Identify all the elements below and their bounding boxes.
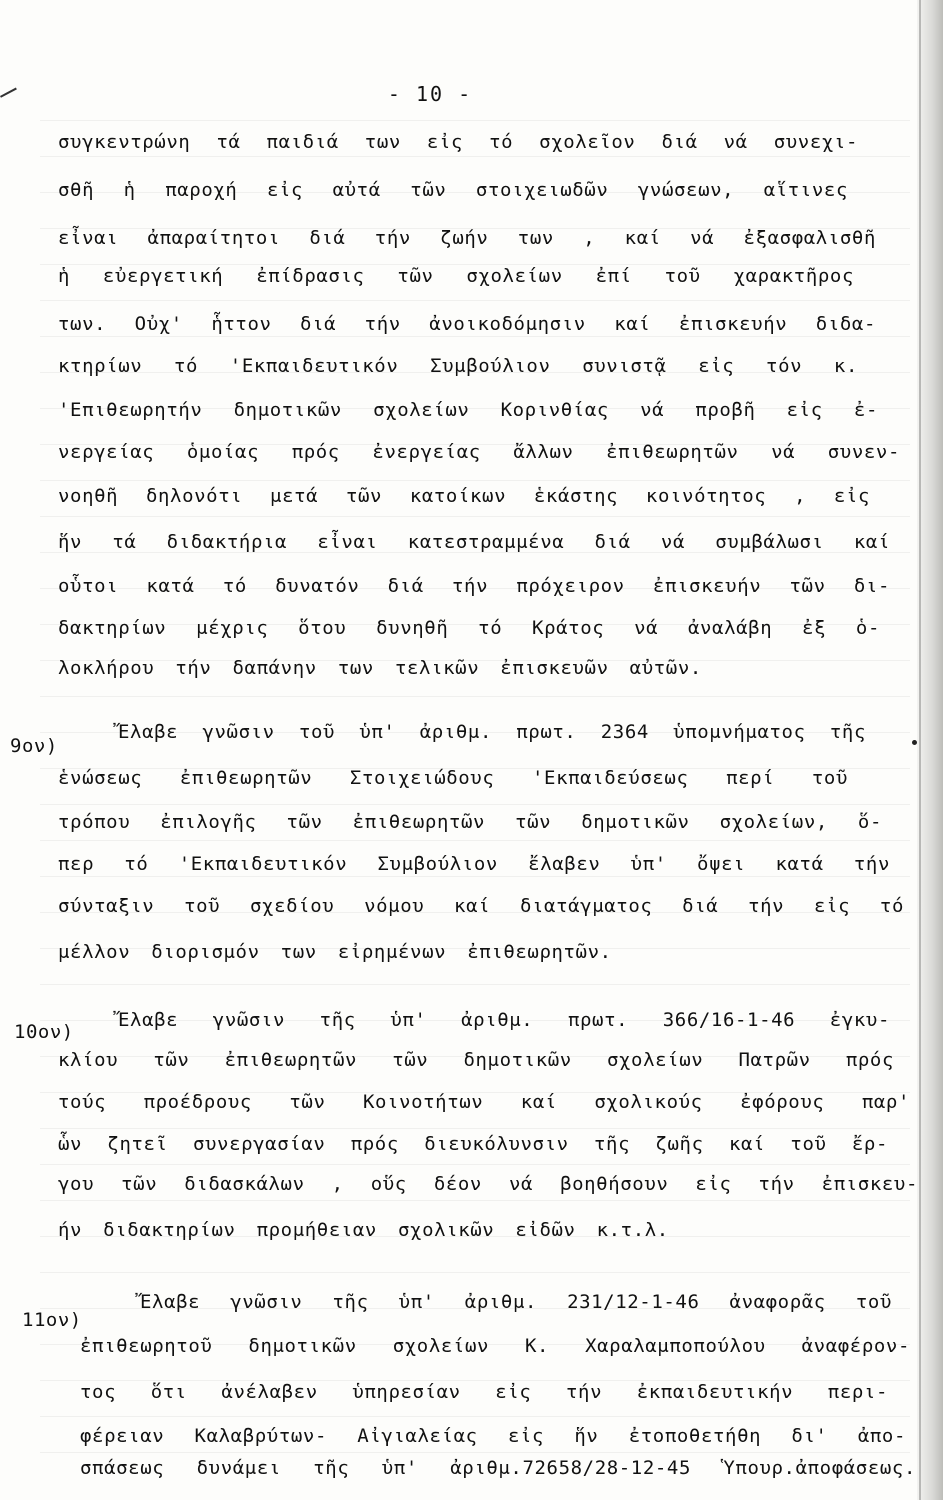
page-number: - 10 -: [387, 82, 473, 106]
item-line: σύνταξιν τοῦ σχεδίου νόμου καί διατάγματος διά τήν εἰς τό: [58, 895, 904, 917]
item-line: σπάσεως δυνάμει τῆς ὑπ' ἀριθμ.72658/28-12-45 Ὑπουρ.ἀποφάσεως.: [80, 1457, 916, 1479]
item-line: ὧν ζητεῖ συνεργασίαν πρός διευκόλυνσιν τῆς ζωῆς καί τοῦ ἔρ-: [58, 1133, 888, 1155]
item-line: τρόπου ἐπιλογῆς τῶν ἐπιθεωρητῶν τῶν δημοτικῶν σχολείων, ὅ-: [58, 811, 882, 833]
item-line: ήν διδακτηρίων προμήθειαν σχολικῶν εἰδῶν κ.τ.λ.: [58, 1219, 669, 1241]
paragraph-line: εἶναι ἀπαραίτητοι διά τήν ζωήν των , καί νά ἐξασφαλισθῆ: [58, 227, 876, 249]
page-edge-line: [919, 0, 921, 1500]
item-line: Ἔλαβε γνῶσιν τῆς ὑπ' ἀριθμ. 231/12-1-46 ἀναφορᾶς τοῦ: [140, 1291, 892, 1313]
item-line: ἐπιθεωρητοῦ δημοτικῶν σχολείων Κ. Χαραλαμποπούλου ἀναφέρον-: [80, 1335, 910, 1357]
item-line: γου τῶν διδασκάλων , οὕς δέον νά βοηθήσουν εἰς τήν ἐπισκευ-: [58, 1173, 918, 1195]
paragraph-line: δακτηρίων μέχρις ὅτου δυνηθῆ τό Κράτος νά ἀναλάβη ἐξ ὁ-: [58, 617, 880, 639]
item-label: 10ον): [14, 1021, 74, 1043]
item-line: φέρειαν Καλαβρύτων- Αἰγιαλείας εἰς ἥν ἐτοποθετήθη δι' ἀπο-: [80, 1425, 906, 1447]
paragraph-line: των. Οὐχ' ἧττον διά τήν ἀνοικοδόμησιν καί ἐπισκευήν διδα-: [58, 313, 876, 335]
paragraph-line: ἡ εὐεργετική ἐπίδρασις τῶν σχολείων ἐπί τοῦ χαρακτῆρος: [58, 265, 854, 287]
item-line: τούς προέδρους τῶν Κοινοτήτων καί σχολικούς ἐφόρους παρ': [58, 1091, 910, 1113]
item-line: κλίου τῶν ἐπιθεωρητῶν τῶν δημοτικῶν σχολείων Πατρῶν πρός: [58, 1049, 894, 1071]
item-label: 11ον): [22, 1309, 82, 1331]
paragraph-line: λοκλήρου τήν δαπάνην των τελικῶν ἐπισκευῶν αὐτῶν.: [58, 657, 702, 679]
item-line: περ τό 'Εκπαιδευτικόν Συμβούλιον ἔλαβεν ὑπ' ὄψει κατά τήν: [58, 853, 890, 875]
paragraph-line: κτηρίων τό 'Εκπαιδευτικόν Συμβούλιον συνιστᾷ εἰς τόν κ.: [58, 355, 858, 377]
item-line: Ἔλαβε γνῶσιν τῆς ὑπ' ἀριθμ. πρωτ. 366/16-1-46 ἐγκυ-: [118, 1009, 890, 1031]
item-label: 9ον): [10, 735, 58, 757]
item-line: τος ὅτι ἀνέλαβεν ὑπηρεσίαν εἰς τήν ἐκπαιδευτικήν περι-: [80, 1381, 888, 1403]
paragraph-line: νοηθῆ δηλονότι μετά τῶν κατοίκων ἑκάστης κοινότητος , εἰς: [58, 485, 870, 507]
paragraph-line: οὗτοι κατά τό δυνατόν διά τήν πρόχειρον ἐπισκευήν τῶν δι-: [58, 575, 890, 597]
paragraph-line: συγκεντρώνη τά παιδιά των εἰς τό σχολεῖον διά νά συνεχι-: [58, 131, 858, 153]
paragraph-line: ἥν τά διδακτήρια εἶναι κατεστραμμένα διά νά συμβάλωσι καί: [58, 531, 890, 553]
margin-dot: [912, 740, 917, 745]
item-line: Ἔλαβε γνῶσιν τοῦ ὑπ' ἀριθμ. πρωτ. 2364 ὑπομνήματος τῆς: [118, 721, 866, 743]
paragraph-line: σθῆ ἡ παροχή εἰς αὐτά τῶν στοιχειωδῶν γνώσεων, αἵτινες: [58, 179, 848, 201]
paragraph-line: 'Επιθεωρητήν δημοτικῶν σχολείων Κορινθίας νά προβῆ εἰς ἐ-: [58, 399, 878, 421]
item-line: ἑνώσεως ἐπιθεωρητῶν Στοιχειώδους 'Εκπαιδεύσεως περί τοῦ: [58, 767, 848, 789]
paragraph-line: νεργείας ὁμοίας πρός ἐνεργείας ἄλλων ἐπιθεωρητῶν νά συνεν-: [58, 441, 900, 463]
item-line: μέλλον διορισμόν των εἰρημένων ἐπιθεωρητῶν.: [58, 941, 612, 963]
